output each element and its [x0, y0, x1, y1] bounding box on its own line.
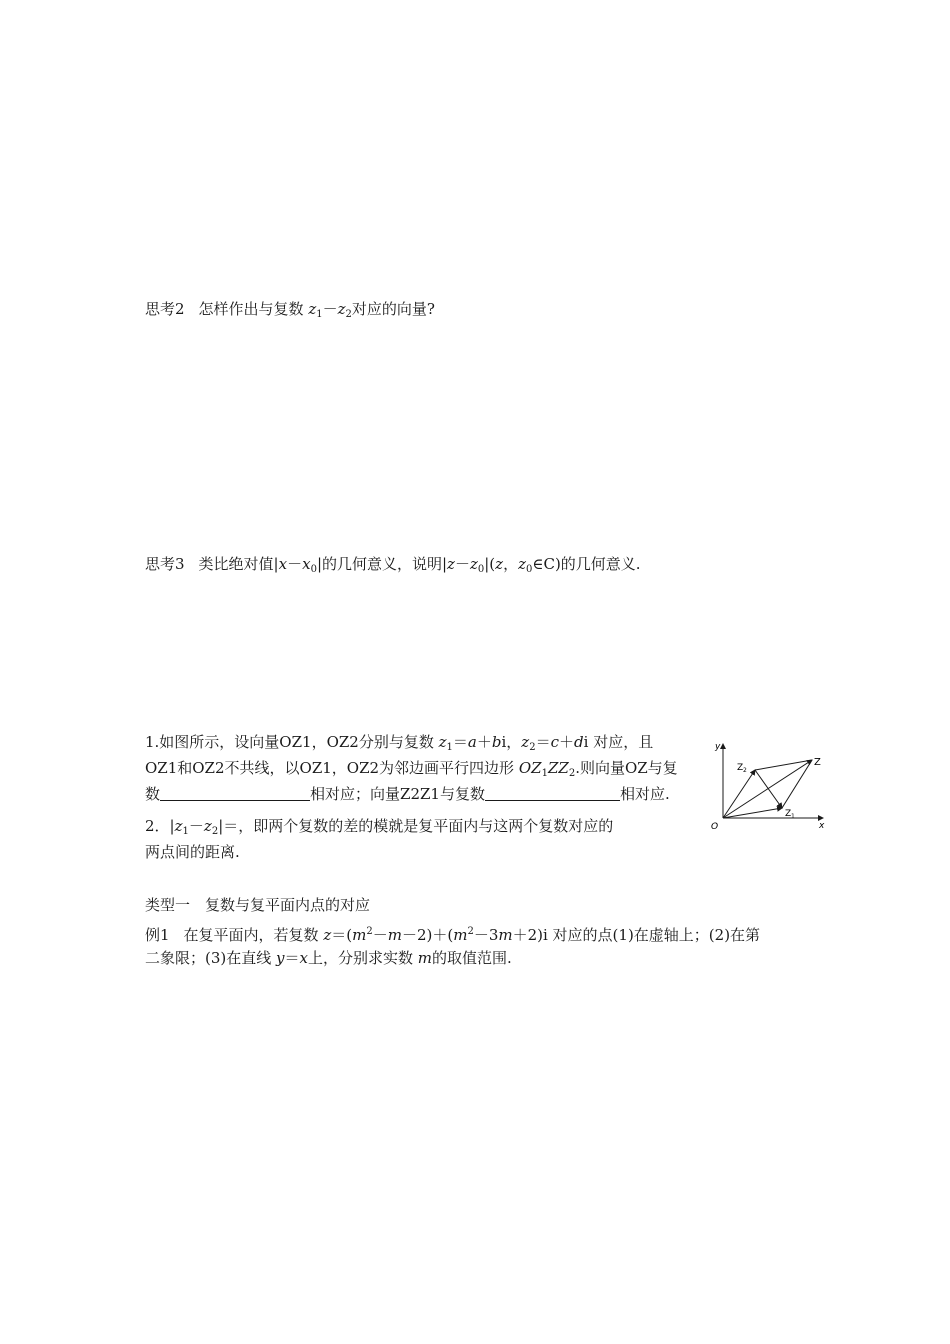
- vector-oz2: [723, 770, 755, 818]
- item2-line2: 两点间的距离.: [145, 843, 240, 861]
- answer-blank-2[interactable]: [485, 785, 620, 801]
- think2-label: 思考2: [145, 300, 185, 318]
- point-z2-sub: 2: [743, 767, 747, 774]
- side-z1z: [782, 760, 812, 808]
- point-z2-label: Z: [737, 763, 744, 773]
- origin-label: O: [711, 822, 719, 832]
- point-z1-label: Z: [785, 809, 792, 819]
- vector-z2z1: [755, 770, 782, 808]
- think2-line: 思考2 怎样作出与复数 $z_1-z_2$对应的向量?: [145, 300, 435, 320]
- example1-line2: 二象限；(3)在直线 y＝x上，分别求实数 m的取值范围.: [145, 949, 512, 967]
- item1-line2: OZ1和OZ2不共线，以OZ1，OZ2为邻边画平行四边形 $OZ_1ZZ_2$.则向量OZ与复: [145, 759, 678, 779]
- point-z-label: Z: [814, 757, 821, 768]
- axis-x-label: x: [819, 821, 825, 831]
- vector-oz1: [723, 808, 782, 818]
- point-z1-sub: 1: [791, 813, 795, 820]
- parallelogram-figure: [705, 738, 830, 838]
- think3-label: 思考3: [145, 555, 185, 573]
- example-label: 例1: [145, 926, 170, 944]
- item1-line1: 1.如图所示，设向量OZ1，OZ2分别与复数 $z_1=a+bi$，$z_2=c+di$ 对应，且: [145, 733, 654, 753]
- example1-line1: 例1 在复平面内，若复数 $z=(m^2-m-2)+(m^2-3m+2)i$ 对应的点(1)在虚轴上；(2)在第: [145, 926, 761, 944]
- answer-blank-1[interactable]: [160, 785, 310, 801]
- think3-line: 思考3 类比绝对值$|x-x_0|$的几何意义，说明$|z-z_0|(z$，$z_0\in C$)的几何意义.: [145, 555, 641, 575]
- section-heading: 类型一 复数与复平面内点的对应: [145, 896, 371, 914]
- item2-line1: 2．$|z_1-z_2|=$，即两个复数的差的模就是复平面内与这两个复数对应的: [145, 817, 614, 837]
- axis-y-label: y: [715, 742, 721, 752]
- item1-line3: 数 相对应；向量Z2Z1与复数 相对应.: [145, 785, 670, 803]
